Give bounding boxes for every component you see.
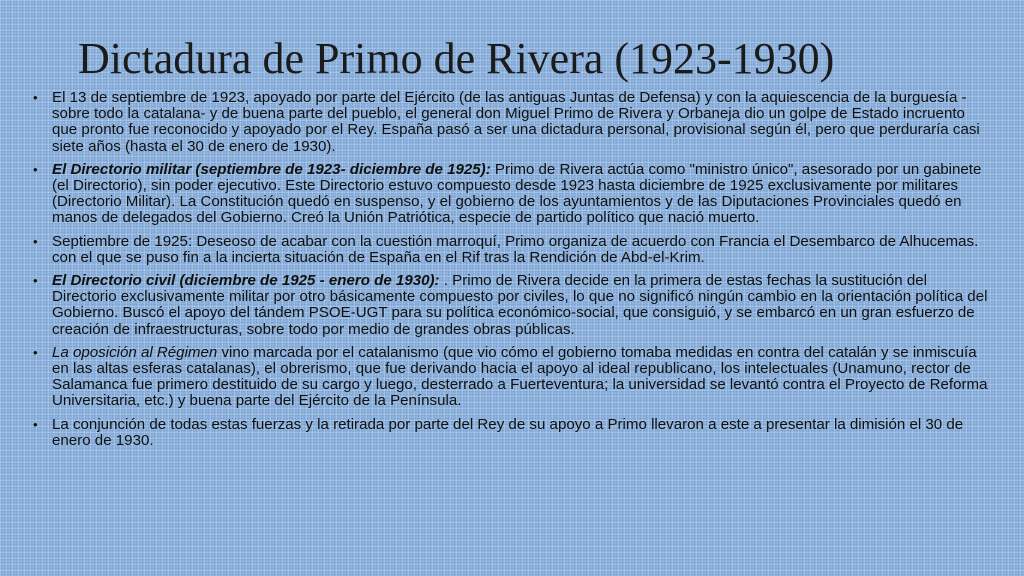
bullet-heading: El Directorio civil (diciembre de 1925 - enero de 1930):	[52, 272, 440, 290]
bullet-directorio-civil	[30, 273, 990, 338]
bullet-golpe-de-estado	[30, 90, 990, 155]
bullet-text: Septiembre de 1925: Deseoso de acabar con la cuestión marroquí, Primo organiza de acuerdo con Francia el Desembarco de Alhucemas. con el que se puso fin a la incierta situación de España en el Rif tras la Rendición de Abd-el-Krim.	[52, 232, 979, 266]
bullet-dot-icon: •	[33, 273, 38, 289]
bullet-dot-icon: •	[33, 90, 38, 105]
bullet-heading: La oposición al Régimen	[52, 343, 218, 361]
bullet-dot-icon: •	[33, 161, 38, 177]
bullet-text: La conjunción de todas estas fuerzas y la retirada por parte del Rey de su apoyo a Primo llevaron a este a presentar la dimisión el 30 de enero de 1930.	[52, 415, 964, 449]
bullet-oposicion	[30, 345, 990, 410]
bullet-directorio-militar	[30, 162, 990, 227]
bullet-text: El 13 de septiembre de 1923, apoyado por parte del Ejército (de las antiguas Juntas de Defensa) y con la aquiescencia de la burguesía -sobre todo la catalana- y de buena parte del pueblo, el general don Miguel Primo de Rivera y Orbaneja dio un golpe de Estado incruento que pronto fue reconocido y apoyado por el Rey. España pasó a ser una dictadura personal, provisional según él, pero que perduraría casi siete años (hasta el 30 de enero de 1930).	[52, 89, 980, 155]
bullet-text: Primo de Rivera actúa como "ministro único", asesorado por un gabinete (el Directorio), sin poder ejecutivo. Este Directorio estuvo compuesto desde 1923 hasta diciembre de 1925 exclusivamente por militares (Directorio Militar). La Constitución quedó en suspenso, y el gobierno de los ayuntamientos y de las Diputaciones Provinciales quedó en manos de delegados del Gobierno. Creó la Unión Patriótica, especie de partido político que nació muerto.	[52, 160, 982, 227]
bullet-list	[30, 90, 990, 456]
bullet-dot-icon: •	[33, 233, 38, 249]
bullet-text: vino marcada por el catalanismo (que vio cómo el gobierno tomaba medidas en contra del catalán y se inmiscuía en las altas esferas catalanas), el obrerismo, que fue derivando hacia el apoyo al ideal republicano, los intelectuales (Unamuno, rector de Salamanca fue primero destituido de su cargo y luego, desterrado a Fuerteventura; la universidad se levantó contra el Proyecto de Reforma Universitaria, etc.) y buena parte del Ejército de la Península.	[52, 343, 988, 410]
bullet-text: . Primo de Rivera decide en la primera de estas fechas la sustitución del Directorio exclusivamente militar por otro básicamente compuesto por civiles, lo que no significó ningún cambio en la orientación política del Gobierno. Buscó el apoyo del tándem PSOE-UGT para su política económico-social, que consiguió, y se embarcó en un gran esfuerzo de creación de infraestructuras, sobre todo por medio de grandes obras públicas.	[52, 272, 988, 338]
bullet-heading: El Directorio militar (septiembre de 1923- diciembre de 1925):	[52, 160, 491, 178]
bullet-alhucemas	[30, 234, 990, 266]
bullet-dot-icon: •	[33, 344, 38, 360]
bullet-dot-icon: •	[33, 416, 38, 432]
bullet-dimision	[30, 417, 990, 449]
slide-title: Dictadura de Primo de Rivera (1923-1930)	[78, 34, 835, 83]
